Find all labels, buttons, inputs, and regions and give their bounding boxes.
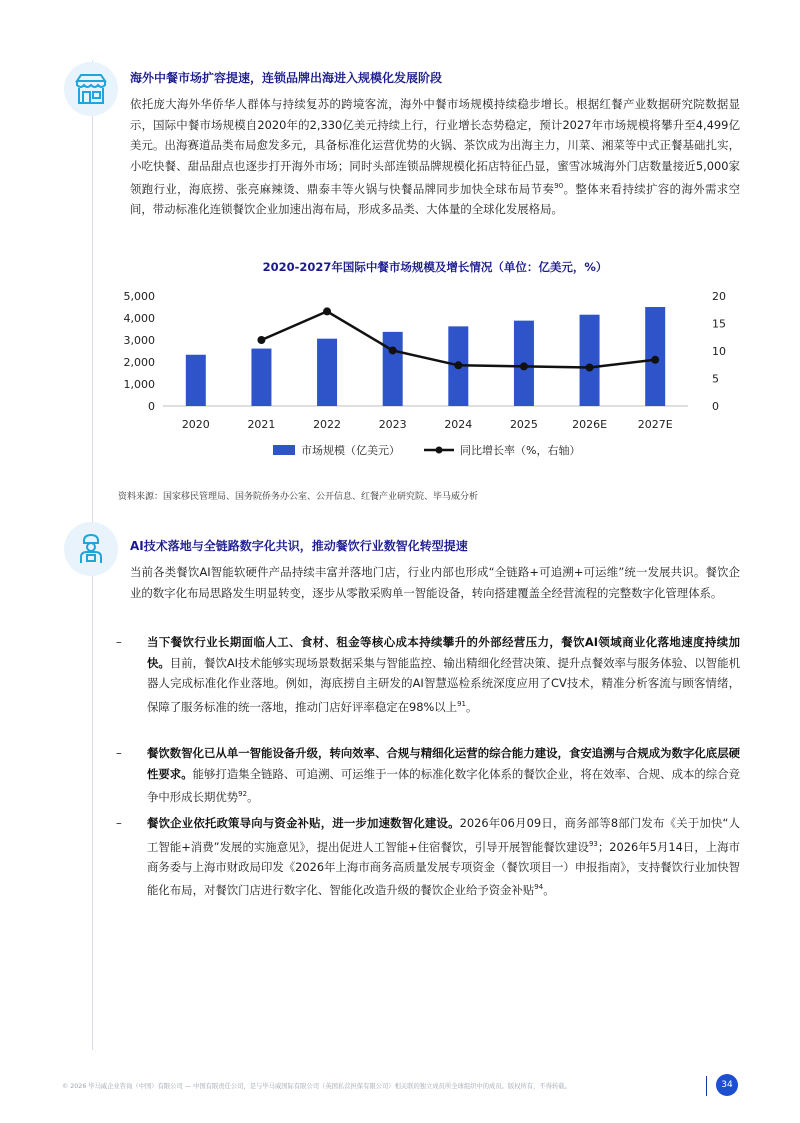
chef-icon — [64, 522, 118, 576]
bar — [383, 332, 403, 406]
bullet-body: 目前，餐饮AI技术能够实现场景数据采集与智能监控、输出精细化经营决策、提升点餐效率与服务体验、以智能机器人完成标准化作业落地。例如，海底捞自主研发的AI智慧巡检系统深度应用了CV技术，精准分析客流与顾客情绪，保障了服务标准的统一落地，推动门店好评率稳定在98%以上 — [147, 655, 740, 714]
section-title-overseas-market: 海外中餐市场扩容提速，连锁品牌出海进入规模化发展阶段 — [130, 71, 443, 85]
y-left-tick-label: 5,000 — [123, 290, 155, 303]
y-right-tick-label: 5 — [712, 372, 719, 386]
bullet-item: – 餐饮企业依托政策导向与资金补贴，进一步加速数智化建设。2026年06月09日，商务部等8部门发布《关于加快“人工智能+消费”发展的实施意见》，提出促进人工智能+住宿餐饮，引导开展智能餐饮建设$^{93}$；2026年5月14日，上海市商务委与上海市财政局印发《2026年上海市商务高质量发展专项资金（餐饮项目一）申报指南》，支持餐饮行业加快智能化布局，对餐饮门店进行数字化、智能化改造升级的餐饮企业给予资金补贴$^{94}$。 — [116, 813, 740, 901]
bar — [186, 355, 206, 406]
bullet-body: 2026年06月09日，商务部等8部门发布《关于加快“人工智能+消费”发展的实施意见》，提出促进人工智能+住宿餐饮，引导开展智能餐饮建设 — [147, 816, 740, 854]
bullet-lead: 餐饮企业依托政策导向与资金补贴，进一步加速数智化建设。 — [147, 816, 460, 830]
bullet-item: – 餐饮数智化已从单一智能设备升级，转向效率、合规与精细化运营的综合能力建设，食安追溯与合规成为数字化底层硬性要求。能够打造集全链路、可追溯、可运维于一体的标准化数字化体系的餐饮企业，将在效率、合规、成本的综合竞争中形成长期优势$^{92}$。 — [116, 743, 740, 807]
y-left-tick-label: 1,000 — [123, 378, 155, 391]
y-right-tick-label: 10 — [712, 345, 726, 358]
bar — [580, 315, 600, 406]
market-size-chart — [118, 280, 738, 480]
bullet-lead: 当下餐饮行业长期面临人工、食材、租金等核心成本持续攀升的外部经营压力，餐饮AI领域商业化落地速度持续加快。 — [147, 635, 740, 670]
bullet-dash: – — [116, 746, 122, 760]
chart-title: 2020-2027年国际中餐市场规模及增长情况（单位：亿美元，%） — [262, 260, 608, 274]
growth-rate-point — [651, 356, 659, 364]
y-left-tick-label: 2,000 — [123, 356, 155, 369]
x-tick-label: 2021 — [247, 418, 276, 431]
y-left-tick-label: 3,000 — [123, 334, 155, 347]
growth-rate-point — [257, 336, 265, 344]
bar — [251, 349, 271, 406]
source-note: 资料来源：国家移民管理局、国务院侨务办公室、公开信息、红餐产业研究院、毕马威分析 — [118, 492, 479, 502]
x-tick-label: 2024 — [444, 418, 473, 431]
growth-rate-point — [454, 361, 462, 369]
growth-rate-point — [520, 362, 528, 370]
section-paragraph-overseas-market: 依托庞大海外华侨华人群体与持续复苏的跨境客流，海外中餐市场规模持续稳步增长。根据红餐产业数据研究院数据显示，国际中餐市场规模自2020年的2,330亿美元持续上行，行业增长态势稳定，预计2027年市场规模将攀升至4,499亿美元。出海赛道品类布局愈发多元，具备标准化运营优势的火锅、茶饮成为出海主力，川菜、湘菜等中式正餐基础扎实，小吃快餐、甜品甜点也逐步打开海外市场；同时头部连锁品牌规模化拓店特征凸显，蜜雪冰城海外门店数量接近5,000家领跑行业，海底捞、张亮麻辣烫、鼎泰丰等火锅与快餐品牌同步加快全球布局节奏$^{90}$。整体来看持续扩容的海外需求空间，带动标准化连锁餐饮企业加速出海布局，形成多品类、大体量的全球化发展格局。 — [130, 97, 740, 217]
x-tick-label: 2022 — [313, 418, 342, 431]
x-tick-label: 2026E — [572, 418, 608, 431]
x-tick-label: 2023 — [378, 418, 407, 431]
legend-swatch-point — [436, 447, 443, 454]
footer-divider — [706, 1076, 707, 1096]
legend-swatch-bar — [273, 445, 295, 455]
bar — [317, 339, 337, 406]
growth-rate-point — [586, 364, 594, 372]
bullet-body: 能够打造集全链路、可追溯、可运维于一体的标准化数字化体系的餐饮企业，将在效率、合规、成本的综合竞争中形成长期优势 — [147, 766, 740, 804]
section-title-ai-digitalization: AI技术落地与全链路数字化共识，推动餐饮行业数智化转型提速 — [130, 539, 468, 553]
bullet-item: – 当下餐饮行业长期面临人工、食材、租金等核心成本持续攀升的外部经营压力，餐饮AI领域商业化落地速度持续加快。目前，餐饮AI技术能够实现场景数据采集与智能监控、输出精细化经营决策、提升点餐效率与服务体验、以智能机器人完成标准化作业落地。例如，海底捞自主研发的AI智慧巡检系统深度应用了CV技术，精准分析客流与顾客情绪，保障了服务标准的统一落地，推动门店好评率稳定在98%以上$^{91}$。 — [116, 632, 740, 717]
bullet-dash: – — [116, 816, 122, 830]
x-tick-label: 2025 — [509, 418, 538, 431]
footer-copyright: © 2026 毕马威企业咨询（中国）有限公司 — 中国有限责任公司，是与毕马威国际有限公司（英国私营担保有限公司）相关联的独立成员所全球组织中的成员。版权所有，不得转载。 — [62, 1083, 571, 1090]
y-right-tick-label: 0 — [712, 400, 719, 413]
legend-label-line: 同比增长率（%，右轴） — [460, 444, 581, 457]
x-tick-label: 2027E — [637, 418, 673, 431]
growth-rate-point — [323, 307, 331, 315]
section-intro-ai-digitalization: 当前各类餐饮AI智能软硬件产品持续丰富并落地门店，行业内部也形成“全链路+可追溯+可运维”统一发展共识。餐饮企业的数字化布局思路发生明显转变，逐步从零散采购单一智能设备，转向搭建覆盖全经营流程的完整数字化管理体系。 — [130, 565, 740, 600]
y-right-tick-label: 15 — [712, 317, 726, 331]
page-number: 34 — [716, 1074, 738, 1096]
bullet-dash: – — [116, 635, 122, 649]
y-left-tick-label: 0 — [148, 400, 155, 413]
y-left-tick-label: 4,000 — [123, 312, 155, 325]
storefront-icon — [64, 62, 118, 116]
x-tick-label: 2020 — [181, 418, 210, 431]
legend-label-bar: 市场规模（亿美元） — [301, 444, 400, 457]
bullet-lead: 餐饮数智化已从单一智能设备升级，转向效率、合规与精细化运营的综合能力建设，食安追溯与合规成为数字化底层硬性要求。 — [147, 746, 740, 781]
y-right-tick-label: 20 — [712, 290, 726, 303]
growth-rate-point — [389, 346, 397, 354]
